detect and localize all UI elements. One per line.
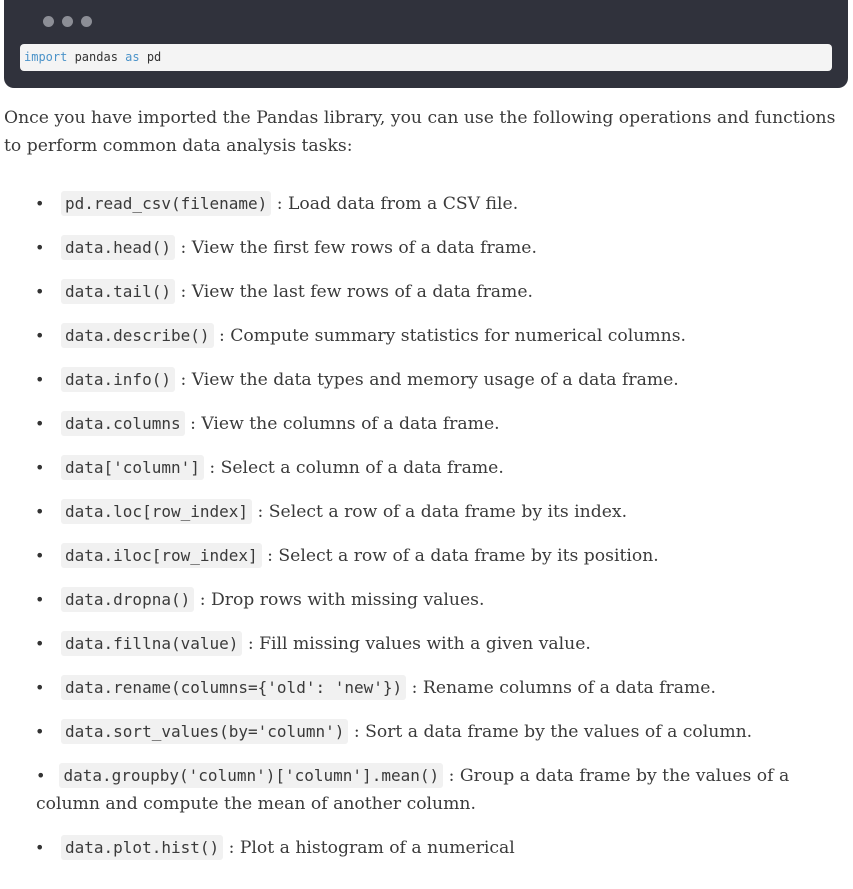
list-item <box>0 278 800 306</box>
list-item <box>0 454 800 482</box>
intro-paragraph: Once you have imported the Pandas library, you can use the following operations and functions to perform common data analysis tasks: <box>4 108 836 156</box>
item-description: : View the last few rows of a data frame. <box>180 282 533 302</box>
window-controls <box>43 16 92 27</box>
item-description: : View the first few rows of a data frame. <box>180 238 537 258</box>
code-snippet: data.tail() <box>61 279 175 304</box>
window-dot-icon <box>43 16 54 27</box>
list-item <box>0 630 800 658</box>
item-description: : Load data from a CSV file. <box>276 194 519 214</box>
code-snippet: data.dropna() <box>61 587 194 612</box>
code-snippet: data.iloc[row_index] <box>61 543 262 568</box>
list-item <box>0 366 800 394</box>
code-snippet: pd.read_csv(filename) <box>61 191 271 216</box>
item-description: : Select a column of a data frame. <box>209 458 504 478</box>
item-description: : Drop rows with missing values. <box>199 590 485 610</box>
code-line[interactable] <box>20 44 832 71</box>
operations-list <box>0 190 853 878</box>
window-dot-icon <box>62 16 73 27</box>
code-snippet: data.sort_values(by='column') <box>61 719 348 744</box>
code-window <box>4 0 848 88</box>
code-snippet: data.rename(columns={'old': 'new'}) <box>61 675 406 700</box>
list-item <box>0 586 800 614</box>
list-item <box>0 834 800 862</box>
item-description: : Select a row of a data frame by its index. <box>257 502 628 522</box>
code-snippet: data.fillna(value) <box>61 631 242 656</box>
item-description: : Select a row of a data frame by its position. <box>267 546 659 566</box>
code-snippet: data.describe() <box>61 323 214 348</box>
item-description: : View the data types and memory usage of a data frame. <box>180 370 679 390</box>
code-snippet: data['column'] <box>61 455 204 480</box>
bullet-icon: • <box>36 766 46 785</box>
code-snippet: data.groupby('column')['column'].mean() <box>59 763 443 788</box>
item-description: : Sort a data frame by the values of a column. <box>353 722 753 742</box>
code-module: pandas <box>67 50 126 64</box>
list-item <box>0 190 800 218</box>
code-snippet: data.plot.hist() <box>61 835 223 860</box>
window-dot-icon <box>81 16 92 27</box>
list-item <box>0 322 800 350</box>
list-item <box>0 498 800 526</box>
item-description: : Plot a histogram of a numerical <box>228 838 515 858</box>
list-item <box>0 410 800 438</box>
code-snippet: data.head() <box>61 235 175 260</box>
code-keyword-import: import <box>24 50 68 64</box>
item-description: : Compute summary statistics for numerical columns. <box>218 326 687 346</box>
item-description: : Rename columns of a data frame. <box>411 678 716 698</box>
list-item <box>0 542 800 570</box>
list-item <box>0 762 790 818</box>
item-description: : Group a data frame by the values of a column and compute the mean of another column. <box>36 766 790 814</box>
list-item <box>0 234 800 262</box>
code-snippet: data.info() <box>61 367 175 392</box>
code-keyword-as: as <box>125 50 140 64</box>
code-alias: pd <box>139 50 162 64</box>
item-description: : Fill missing values with a given value. <box>247 634 591 654</box>
list-item <box>0 718 800 746</box>
code-snippet: data.loc[row_index] <box>61 499 252 524</box>
list-item <box>0 674 800 702</box>
code-snippet: data.columns <box>61 411 185 436</box>
item-description: : View the columns of a data frame. <box>190 414 500 434</box>
